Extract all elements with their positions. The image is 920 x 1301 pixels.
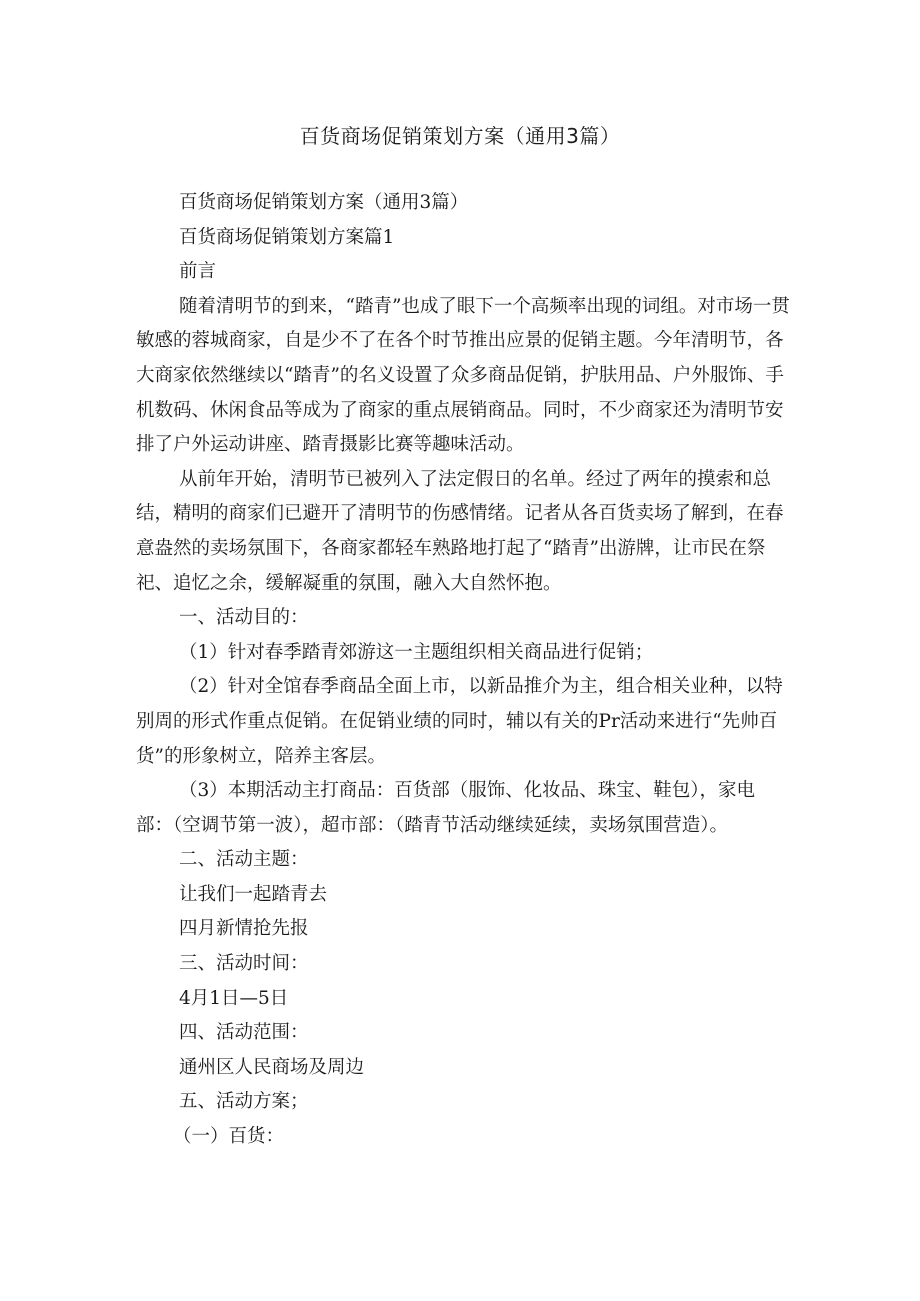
theme-line-1: 让我们一起踏青去 — [179, 883, 328, 905]
scope-value: 通州区人民商场及周边 — [179, 1056, 365, 1078]
document-title: 百货商场促销策划方案（通用3篇） — [299, 124, 621, 148]
theme-heading: 二、活动主题： — [179, 849, 309, 871]
goal-item-2: （2）针对全馆春季商品全面上市，以新品推介为主，组合相关业种，以特别周的形式作重点促销。在促销业绩的同时，辅以有关的Pr活动来进行“先帅百货”的形象树立，陪养主客层。 — [136, 676, 783, 767]
goal-heading: 一、活动目的： — [179, 607, 309, 629]
time-heading: 三、活动时间： — [179, 953, 309, 975]
time-value: 4月1日—5日 — [179, 987, 289, 1009]
plan-heading: 五、活动方案； — [179, 1091, 309, 1113]
scope-heading: 四、活动范围： — [179, 1022, 309, 1044]
paragraph-2: 从前年开始，清明节已被列入了法定假日的名单。经过了两年的摸索和总结，精明的商家们已避开了清明节的伤感情绪。记者从各百货卖场了解到，在春意盎然的卖场氛围下，各商家都轻车熟路地打起了“踏青”出游牌，让市民在祭祀、追忆之余，缓解凝重的氛围，融入大自然怀抱。 — [136, 468, 784, 594]
document-body — [136, 186, 791, 1155]
preface-heading: 前言 — [179, 261, 217, 283]
subtitle: 百货商场促销策划方案（通用3篇） — [179, 192, 469, 213]
goal-item-3: （3）本期活动主打商品：百货部（服饰、化妆品、珠宝、鞋包），家电部：（空调节第一波），超市部：（踏青节活动继续延续，卖场氛围营造）。 — [136, 780, 756, 836]
paragraph-1: 随着清明节的到来，“踏青”也成了眼下一个高频率出现的词组。对市场一贯敏感的蓉城商家，自是少不了在各个时节推出应景的促销主题。今年清明节，各大商家依然继续以“踏青”的名义设置了众多商品促销，护肤用品、户外服饰、手机数码、休闲食品等成为了商家的重点展销商品。同时，不少商家还为清明节安排了户外运动讲座、踏青摄影比赛等趣味活动。 — [136, 295, 790, 456]
theme-line-2: 四月新情抢先报 — [179, 918, 309, 940]
plan-sub-heading-1: （一）百货： — [173, 1126, 285, 1148]
section-title: 百货商场促销策划方案篇1 — [179, 226, 395, 248]
goal-item-1: （1）针对春季踏青郊游这一主题组织相关商品进行促销； — [179, 641, 654, 663]
